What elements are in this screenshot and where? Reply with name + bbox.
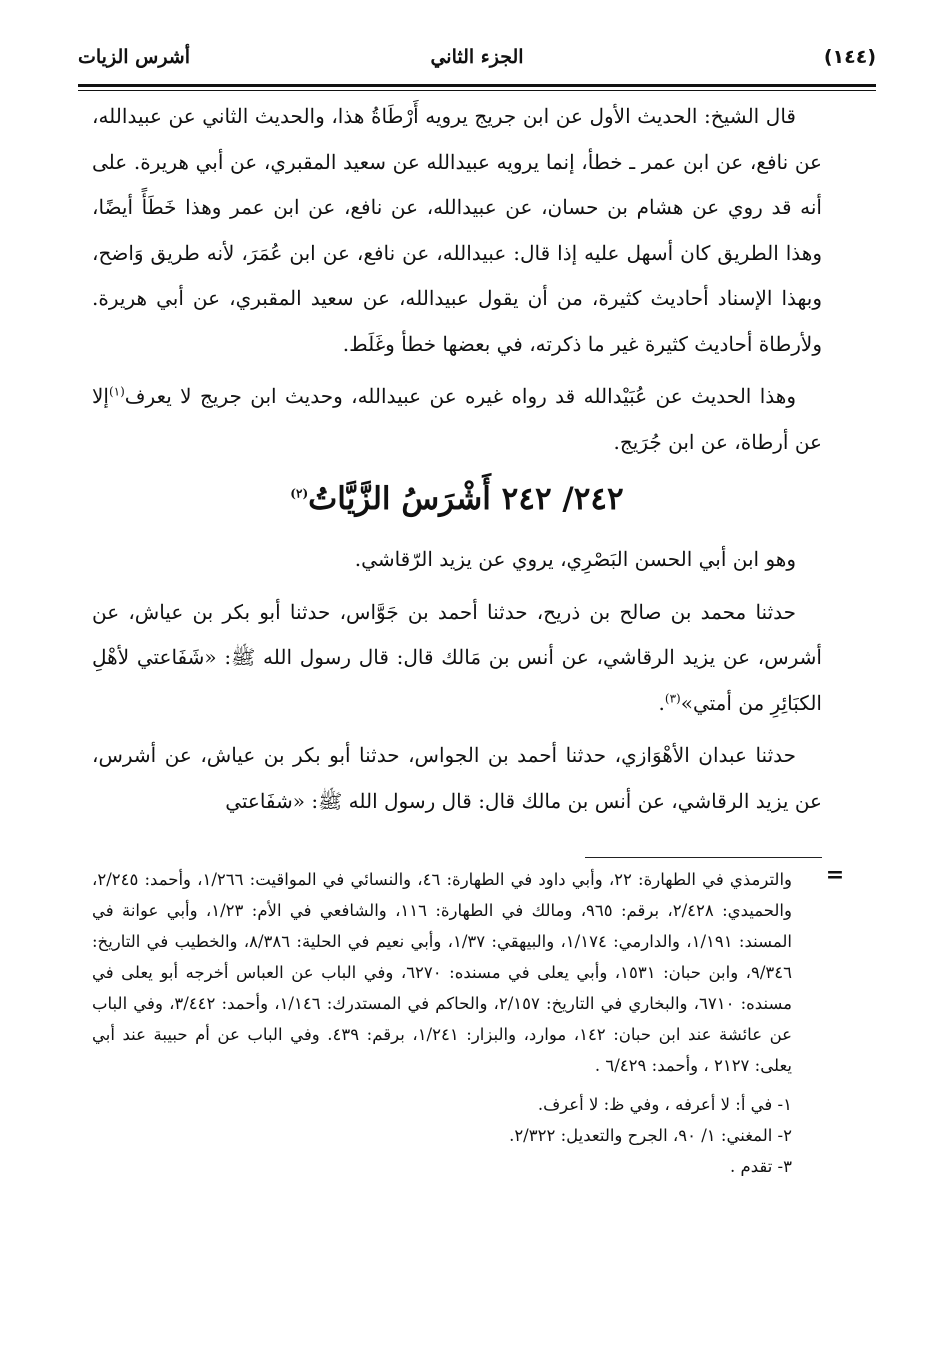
page-number: (١٤٤) <box>823 46 876 68</box>
footnote-2: ٢- المغني: ١/ ٩٠، الجرح والتعديل: ٢/٣٢٢. <box>509 1126 792 1145</box>
volume-label: الجزء الثاني <box>430 46 524 68</box>
running-title: أشرس الزيات <box>78 46 191 68</box>
paragraph-commentary: قال الشيخ: الحديث الأول عن ابن جريج يرويه أَرْطَاةُ هذا، والحديث الثاني عن عبيدالله، عن نافع، عن ابن عمر ـ خطأ، إنما يرويه عبيدالله عن سعيد المقبري، عن أبي هريرة. على أنه قد روي عن هشام بن حسان، عن عبيدالله، عن نافع، عن ابن عمر وهذا خَطَأً أيضًا، وهذا الطريق كان أسهل عليه إذا قال: عبيدالله، عن نافع، عن ابن عُمَرَ، لأنه طريق وَاضح، وبهذا الإسناد أحاديث كثيرة، من أن يقول عبيدالله، عن سعيد المقبري، عن أبي هريرة. ولأرطاة أحاديث كثيرة غير ما ذكرته، في بعضها خطأ وغَلَط. <box>92 104 822 356</box>
footnote-1: ١- في أ: لا أعرفه ، وفي ظ: لا أعرف. <box>537 1095 792 1114</box>
paragraph-note <box>92 374 822 465</box>
footnote-rule <box>585 857 822 858</box>
hadith-1-text: حدثنا محمد بن صالح بن ذريح، حدثنا أحمد بن جَوَّاس، حدثنا أبو بكر بن عياش، عن أشرس، عن يزيد الرقاشي، عن أنس بن مَالك قال: قال رسول الله ﷺ: «شَفَاعتي لأهْلِ الكبَائِرِ من أمتي» <box>92 599 822 715</box>
footnote-ref-3: (٣) <box>664 690 681 705</box>
main-text <box>92 94 822 824</box>
footnotes <box>92 864 792 1182</box>
paragraph-hadith-1 <box>92 590 822 727</box>
paragraph-note-text-end: إلا عن أرطاة، عن ابن جُرَيج. <box>92 384 822 454</box>
continuation-mark: = <box>825 862 845 888</box>
page-header <box>78 38 876 86</box>
paragraph-note-text: وهذا الحديث عن عُبَيْدالله قد رواه غيره عن عبيدالله، وحديث ابن جريج لا يعرف <box>124 384 797 408</box>
header-rule <box>78 84 876 91</box>
footnote-continuation: والترمذي في الطهارة: ٢٢، وأبي داود في الطهارة: ٤٦، والنسائي في المواقيت: ١/٢٦٦، وأحمد: ٢/٢٤٥، والحميدي: ٢/٤٢٨، برقم: ٩٦٥، ومالك في الطهارة: ١١٦، والشافعي في الأم: ١/٢٣، وأبي عوانة في المسند: ١/١٩١، والدارمي: ١/١٧٤، والبيهقي: ١/٣٧، وأبي نعيم في الحلية: ٨/٣٨٦، والخطيب في التاريخ: ٩/٣٤٦، وابن حبان: ١٥٣١، وأبي يعلى في مسنده: ٦٢٧٠، وفي الباب عن العباس أخرجه أبو يعلى في مسنده: ٦٧١٠، والبخاري في التاريخ: ٢/١٥٧، والحاكم في المستدرك: ١/١٤٦، وأحمد: ٣/٤٤٢، وفي الباب عن عائشة عند ابن حبان: ١٤٢، موارد، والبزار: ١/٢٤١، برقم: ٤٣٩. وفي الباب عن أم حبيبة عند أبي يعلى: ٢١٢٧ ، وأحمد: ٦/٤٢٩ . <box>92 870 793 1075</box>
paragraph-hadith-2: حدثنا عبدان الأهْوَازي، حدثنا أحمد بن الجواس، حدثنا أبو بكر بن عياش، عن أشرس، عن يزيد الرقاشي، عن أنس بن مالك قال: قال رسول الله ﷺ: «شفَاعتي <box>92 743 822 813</box>
footnote-list <box>92 1089 792 1182</box>
footnote-ref-1: (١) <box>108 384 125 399</box>
footnote-3: ٣- تقدم . <box>729 1157 792 1176</box>
entry-title <box>92 471 822 527</box>
entry-title-text: ٢٤٢/ ٢٤٢ أَشْرَسُ الزَّيَّاتُ <box>308 481 624 517</box>
footnote-ref-2: (٢) <box>290 486 309 501</box>
hadith-1-end: . <box>658 690 665 715</box>
paragraph-biography: وهو ابن أبي الحسن البَصْرِي، يروي عن يزيد الرّقاشي. <box>354 547 796 571</box>
